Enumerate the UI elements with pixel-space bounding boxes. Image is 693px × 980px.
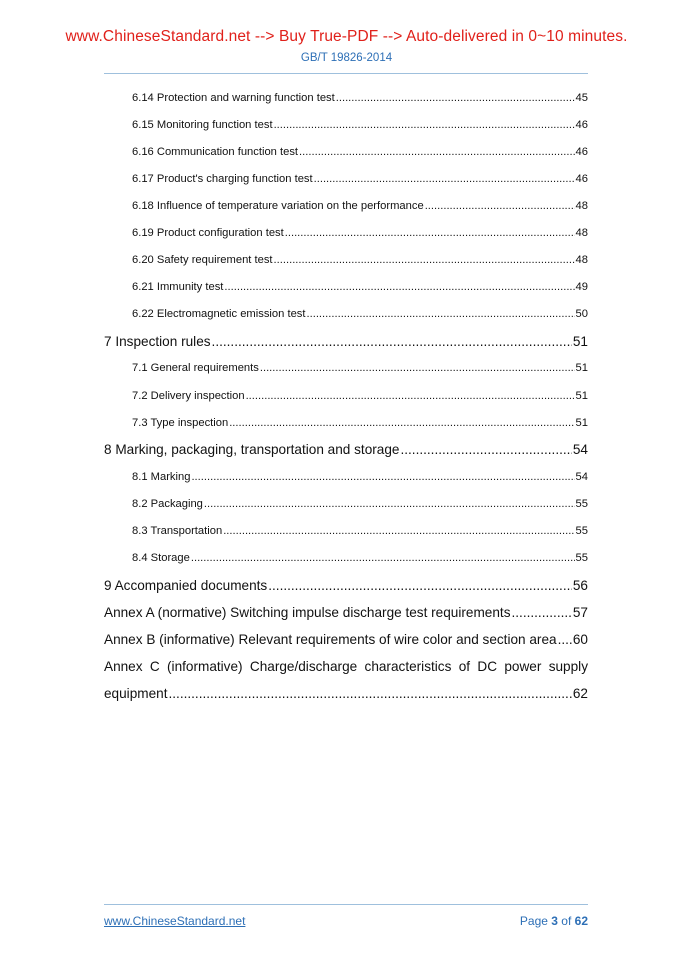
footer-page-number [520, 914, 588, 928]
toc-entry[interactable] [104, 436, 588, 463]
toc-entry-title: 6.18 Influence of temperature variation on the performance [132, 199, 424, 212]
toc-entry-page: 55 [575, 552, 588, 565]
toc-entry-page: 45 [575, 91, 588, 104]
toc-leader-dots [260, 362, 575, 374]
toc-entry-page: 46 [575, 145, 588, 158]
toc-leader-dots [314, 173, 575, 185]
toc-leader-dots [212, 334, 572, 349]
toc-entry-page: 48 [575, 254, 588, 267]
toc-entry-page: 51 [575, 362, 588, 375]
toc-entry-title: 6.15 Monitoring function test [132, 118, 273, 131]
toc-entry-page: 50 [575, 308, 588, 321]
toc-leader-dots [307, 308, 575, 320]
page-current: 3 [551, 914, 558, 928]
toc-entry-page: 55 [575, 497, 588, 510]
toc-leader-dots [168, 680, 571, 707]
toc-leader-dots [425, 200, 575, 212]
footer-link[interactable]: www.ChineseStandard.net [104, 914, 246, 928]
toc-entry[interactable] [104, 192, 588, 219]
toc-entry-title: 6.22 Electromagnetic emission test [132, 308, 306, 321]
toc-entry[interactable] [104, 301, 588, 328]
toc-entry-page: 57 [572, 604, 588, 620]
toc-leader-dots [223, 525, 574, 537]
toc-entry[interactable] [104, 490, 588, 517]
toc-leader-dots [268, 578, 572, 593]
toc-entry[interactable] [104, 626, 588, 653]
toc-entry[interactable] [104, 463, 588, 490]
toc-entry-page: 62 [572, 686, 588, 702]
toc-entry[interactable] [104, 355, 588, 382]
toc-entry[interactable] [104, 84, 588, 111]
toc-entry[interactable] [104, 572, 588, 599]
toc-leader-dots [204, 498, 575, 510]
toc-entry[interactable] [104, 219, 588, 246]
toc-entry-title: 6.20 Safety requirement test [132, 254, 273, 267]
header-rule [104, 73, 588, 74]
toc-leader-dots [224, 281, 574, 293]
toc-entry[interactable] [104, 328, 588, 355]
toc-entry-page: 54 [575, 470, 588, 483]
toc-leader-dots [336, 92, 575, 104]
toc-entry-title: 8.2 Packaging [132, 497, 203, 510]
toc-entry-page: 46 [575, 172, 588, 185]
toc-entry-title: Annex B (informative) Relevant requirements of wire color and section area [104, 631, 557, 647]
toc-entry[interactable] [104, 138, 588, 165]
table-of-contents [104, 84, 588, 707]
toc-entry-page: 55 [575, 525, 588, 538]
toc-entry-title: 6.21 Immunity test [132, 281, 224, 294]
toc-entry-title: 6.19 Product configuration test [132, 227, 284, 240]
toc-entry-title: 8.1 Marking [132, 470, 191, 483]
toc-leader-dots [191, 552, 575, 564]
standard-number: GB/T 19826-2014 [300, 52, 393, 64]
toc-entry-title: 7.2 Delivery inspection [132, 389, 245, 402]
toc-leader-dots [299, 146, 575, 158]
toc-entry-title: 8.3 Transportation [132, 525, 223, 538]
toc-leader-dots [191, 471, 574, 483]
toc-entry[interactable] [104, 247, 588, 274]
toc-entry[interactable] [104, 274, 588, 301]
toc-entry[interactable] [104, 545, 588, 572]
toc-entry-title: 8 Marking, packaging, transportation and storage [104, 442, 400, 458]
toc-leader-dots [274, 119, 575, 131]
toc-entry-title-line1: Annex C (informative) Charge/discharge characteristics of DC power supply [104, 658, 588, 674]
toc-entry-page: 51 [572, 333, 588, 349]
toc-entry-annex-c[interactable] [104, 653, 588, 707]
toc-leader-dots [229, 417, 574, 429]
page-total: 62 [574, 914, 588, 928]
toc-entry-page: 49 [575, 281, 588, 294]
toc-entry-title: 6.16 Communication function test [132, 145, 299, 158]
toc-entry-title: 7.3 Type inspection [132, 416, 229, 429]
toc-entry-title: 7.1 General requirements [132, 362, 259, 375]
toc-entry-page: 56 [572, 577, 588, 593]
toc-entry[interactable] [104, 382, 588, 409]
toc-entry-title-line2: equipment [104, 686, 168, 702]
page-of: of [557, 914, 575, 928]
toc-entry-page: 54 [572, 442, 588, 458]
toc-entry-title: Annex A (normative) Switching impulse discharge test requirements [104, 604, 511, 620]
toc-leader-dots [246, 390, 575, 402]
toc-entry-page: 48 [575, 199, 588, 212]
toc-leader-dots [558, 632, 572, 647]
toc-entry[interactable] [104, 111, 588, 138]
toc-entry-page: 46 [575, 118, 588, 131]
toc-entry-page: 51 [575, 389, 588, 402]
toc-entry-title: 7 Inspection rules [104, 333, 211, 349]
toc-entry[interactable] [104, 165, 588, 192]
toc-entry[interactable] [104, 409, 588, 436]
toc-entry-page: 60 [572, 631, 588, 647]
toc-entry-page: 51 [575, 416, 588, 429]
toc-leader-dots [274, 254, 575, 266]
toc-entry[interactable] [104, 599, 588, 626]
toc-leader-dots [400, 442, 571, 457]
toc-leader-dots [285, 227, 575, 239]
toc-entry-title: 9 Accompanied documents [104, 577, 268, 593]
toc-leader-dots [512, 605, 572, 620]
toc-entry[interactable] [104, 518, 588, 545]
footer-rule [104, 904, 588, 905]
toc-entry-page: 48 [575, 227, 588, 240]
toc-entry-title: 6.17 Product's charging function test [132, 172, 313, 185]
page-prefix: Page [519, 914, 552, 928]
toc-entry-title: 8.4 Storage [132, 552, 190, 565]
header-banner[interactable]: www.ChineseStandard.net --> Buy True-PDF --> Auto-delivered in 0~10 minutes. [65, 28, 628, 45]
toc-entry-title: 6.14 Protection and warning function test [132, 91, 335, 104]
